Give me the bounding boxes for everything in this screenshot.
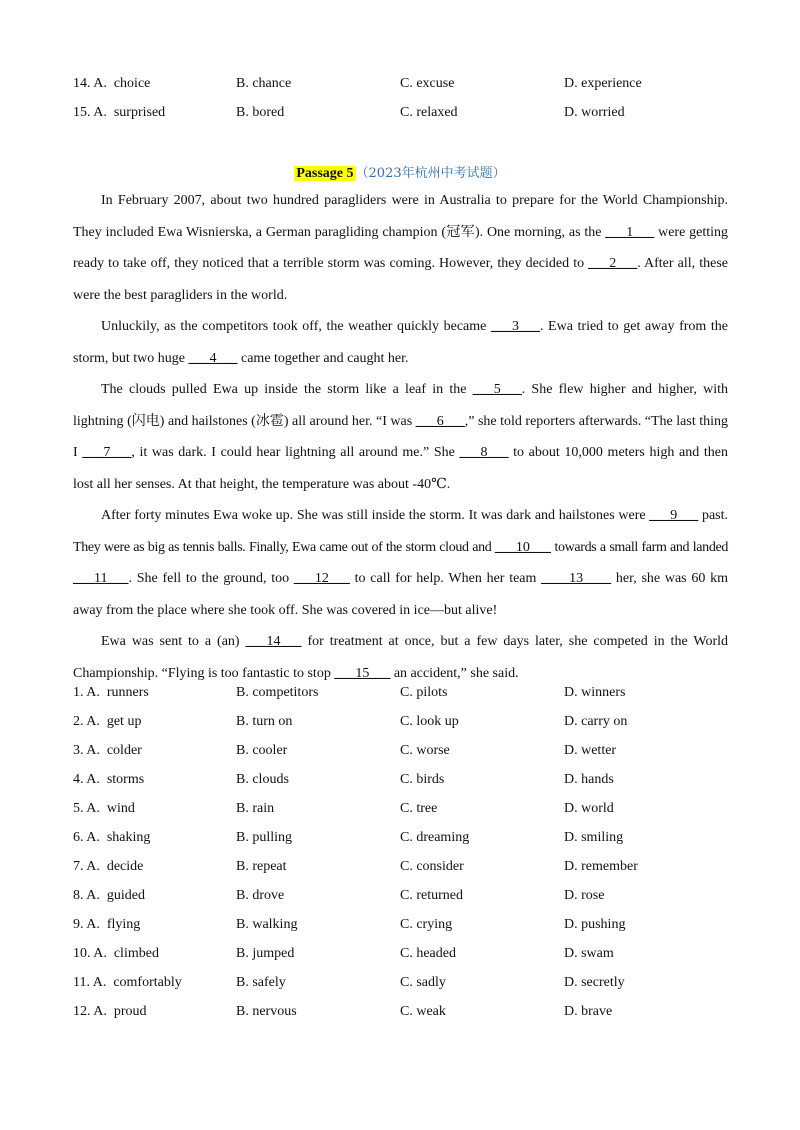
- option-b: B. bored: [236, 105, 285, 120]
- paragraph-2: Unluckily, as the competitors took off, the weather quickly became ___3___. Ewa tried to get away from the storm, but two huge ___4___ came together and caught her.: [73, 319, 728, 366]
- option-c: C. look up: [400, 714, 459, 729]
- paragraph-5: Ewa was sent to a (an) ___14___ for treatment at once, but a few days later, she competed in the World Championship. “Flying is too fantastic to stop ___15___ an accident,” she said.: [73, 634, 728, 681]
- option-d: D. secretly: [564, 975, 625, 990]
- option-b: B. chance: [236, 76, 292, 91]
- blank-9: ___9___: [649, 508, 699, 523]
- option-d: D. pushing: [564, 917, 626, 932]
- option-c: C. relaxed: [400, 105, 458, 120]
- blank-13: ____13____: [541, 571, 612, 586]
- option-b: B. competitors: [236, 685, 319, 700]
- paragraph-4: After forty minutes Ewa woke up. She was still inside the storm. It was dark and hailstones were ___9___ past. They were as big as tennis balls. Finally, Ewa came out of the storm cloud and ___10___ towards a small farm and landed ___11___. She fell to the ground, too ___12___ to call for help. When her team ____13____ her, she was 60 km away from the place where she took off. She was covered in ice—but alive!: [73, 508, 728, 618]
- blank-7: ___7___: [82, 445, 132, 460]
- option-row-2: [73, 714, 728, 734]
- option-number: 1. A.: [73, 685, 100, 700]
- option-row-15: [73, 105, 728, 125]
- blank-3: ___3___: [490, 319, 540, 334]
- passage-title: [0, 162, 800, 182]
- option-number: 15. A.: [73, 105, 107, 120]
- option-number: 14. A.: [73, 76, 107, 91]
- paragraph-1: In February 2007, about two hundred paragliders were in Australia to prepare for the World Championship. They included Ewa Wisnierska, a German paragliding champion (冠军). One morning, as the ___1___ were getting ready to take off, they noticed that a terrible storm was coming. However, they decided to ___2___. After all, these were the best paragliders in the world.: [73, 193, 728, 303]
- option-d: D. world: [564, 801, 614, 816]
- option-c: C. headed: [400, 946, 456, 961]
- option-c: C. worse: [400, 743, 450, 758]
- option-row-6: [73, 830, 728, 850]
- option-a: runners: [106, 685, 149, 700]
- option-d: D. remember: [564, 859, 638, 874]
- blank-8: ___8___: [459, 445, 509, 460]
- option-b: B. cooler: [236, 743, 288, 758]
- option-a: colder: [106, 743, 142, 758]
- blank-14: ___14___: [245, 634, 302, 649]
- blank-1: ___1___: [605, 224, 655, 240]
- option-b: B. rain: [236, 801, 275, 816]
- option-number: 6. A.: [73, 830, 100, 845]
- option-row-1: [73, 685, 728, 705]
- option-b: B. safely: [236, 975, 286, 990]
- option-row-5: [73, 801, 728, 821]
- blank-15: ___15___: [334, 665, 391, 681]
- option-b: B. walking: [236, 917, 298, 932]
- option-row-14: [73, 76, 728, 96]
- option-d: D. rose: [564, 888, 605, 903]
- blank-12: ___12___: [293, 571, 350, 586]
- option-number: 2. A.: [73, 714, 100, 729]
- blank-5: ___5___: [472, 382, 522, 397]
- option-row-8: [73, 888, 728, 908]
- option-a: surprised: [113, 105, 166, 120]
- blank-11: ___11___: [73, 571, 129, 586]
- option-c: C. excuse: [400, 76, 455, 91]
- option-row-11: [73, 975, 728, 995]
- option-row-3: [73, 743, 728, 763]
- paragraph-3: The clouds pulled Ewa up inside the storm like a leaf in the ___5___. She flew higher and higher, with lightning (闪电) and hailstones (冰雹) all around her. “I was ___6___,” she told reporters afterwards. “The last thing I ___7___, it was dark. I could hear lightning all around me.” She ___8___ to about 10,000 meters high and then lost all her senses. At that height, the temperature was about -40℃.: [73, 382, 729, 492]
- option-a: guided: [106, 888, 145, 903]
- option-c: C. tree: [400, 801, 438, 816]
- option-d: D. winners: [564, 685, 626, 700]
- passage-source-note: （2023年杭州中考试题）: [355, 166, 506, 181]
- option-row-10: [73, 946, 728, 966]
- option-number: 11. A.: [73, 975, 107, 990]
- option-b: B. repeat: [236, 859, 287, 874]
- option-d: D. experience: [564, 76, 642, 91]
- option-a: comfortably: [113, 975, 182, 990]
- option-c: C. pilots: [400, 685, 448, 700]
- option-a: climbed: [113, 946, 159, 961]
- option-number: 9. A.: [73, 917, 100, 932]
- option-number: 3. A.: [73, 743, 100, 758]
- blank-6: ___6___: [415, 413, 465, 429]
- passage-body: [73, 185, 728, 689]
- option-a: wind: [106, 801, 135, 816]
- option-c: C. sadly: [400, 975, 446, 990]
- option-c: C. birds: [400, 772, 445, 787]
- option-a: storms: [106, 772, 145, 787]
- option-d: D. brave: [564, 1004, 613, 1019]
- option-row-12: [73, 1004, 728, 1024]
- option-c: C. dreaming: [400, 830, 470, 845]
- option-c: C. weak: [400, 1004, 446, 1019]
- option-number: 10. A.: [73, 946, 107, 961]
- option-b: B. nervous: [236, 1004, 297, 1019]
- option-c: C. crying: [400, 917, 453, 932]
- option-c: C. consider: [400, 859, 464, 874]
- blank-2: ___2___: [588, 256, 638, 271]
- option-b: B. clouds: [236, 772, 289, 787]
- option-row-7: [73, 859, 728, 879]
- option-b: B. jumped: [236, 946, 295, 961]
- passage-label: Passage 5: [296, 166, 354, 181]
- blank-4: ___4___: [188, 350, 238, 366]
- option-b: B. pulling: [236, 830, 293, 845]
- option-d: D. swam: [564, 946, 614, 961]
- option-c: C. returned: [400, 888, 463, 903]
- option-d: D. worried: [564, 105, 625, 120]
- blank-10: ___10___: [494, 539, 551, 555]
- option-a: choice: [113, 76, 151, 91]
- option-number: 4. A.: [73, 772, 100, 787]
- option-d: D. carry on: [564, 714, 628, 729]
- option-number: 8. A.: [73, 888, 100, 903]
- option-number: 7. A.: [73, 859, 100, 874]
- option-d: D. hands: [564, 772, 614, 787]
- option-row-9: [73, 917, 728, 937]
- option-a: proud: [113, 1004, 147, 1019]
- option-b: B. turn on: [236, 714, 293, 729]
- option-a: flying: [106, 917, 141, 932]
- option-a: decide: [106, 859, 144, 874]
- option-d: D. smiling: [564, 830, 624, 845]
- option-number: 12. A.: [73, 1004, 107, 1019]
- option-d: D. wetter: [564, 743, 617, 758]
- option-b: B. drove: [236, 888, 285, 903]
- option-a: shaking: [106, 830, 151, 845]
- option-row-4: [73, 772, 728, 792]
- option-a: get up: [106, 714, 142, 729]
- option-number: 5. A.: [73, 801, 100, 816]
